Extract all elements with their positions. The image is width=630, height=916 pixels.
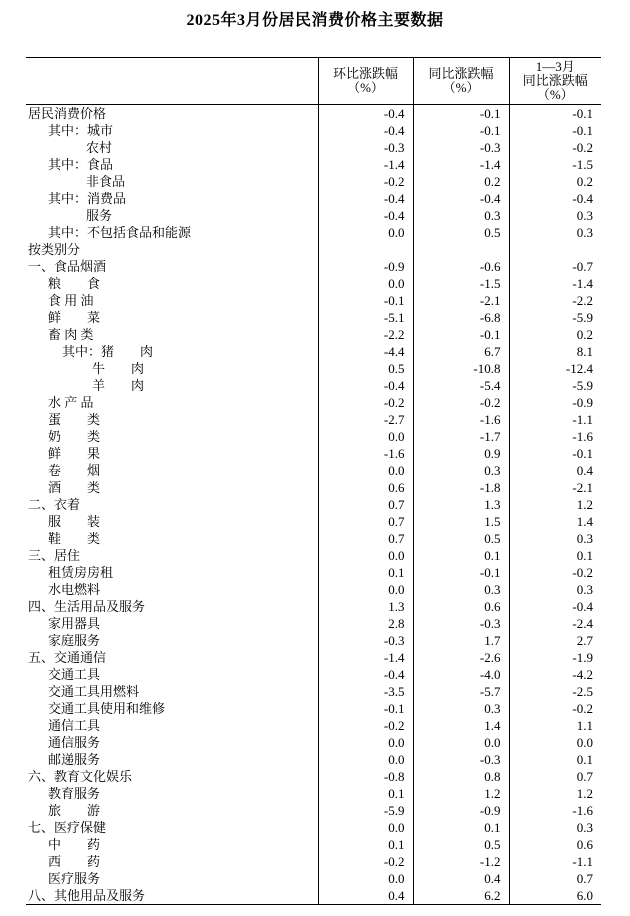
yoy-value-cell	[413, 241, 509, 258]
row-label: 鞋 类	[48, 531, 101, 546]
yoy-value-cell: 0.5	[413, 530, 509, 547]
table-row	[26, 802, 601, 819]
mom-value-cell: -0.4	[318, 207, 413, 224]
ytd-value-cell: 8.1	[509, 343, 601, 360]
ytd-value-cell: -0.2	[509, 139, 601, 156]
yoy-value-cell: 1.3	[413, 496, 509, 513]
row-label: 羊 肉	[92, 378, 145, 393]
row-label: 农村	[86, 140, 113, 155]
row-label: 其中：不包括食品和能源	[48, 225, 192, 240]
mom-value-cell	[318, 241, 413, 258]
row-label: 医疗服务	[48, 871, 101, 886]
ytd-value-cell: -0.2	[509, 700, 601, 717]
yoy-value-cell: -1.5	[413, 275, 509, 292]
row-label: 交通工具	[48, 667, 101, 682]
table-row	[26, 564, 601, 581]
ytd-value-cell: 0.3	[509, 224, 601, 241]
row-label: 中 药	[48, 837, 101, 852]
table-row	[26, 292, 601, 309]
yoy-value-cell: 0.3	[413, 462, 509, 479]
ytd-value-cell: 2.7	[509, 632, 601, 649]
ytd-value-cell: 1.4	[509, 513, 601, 530]
table-row	[26, 377, 601, 394]
ytd-value-cell: 1.2	[509, 496, 601, 513]
table-row	[26, 360, 601, 377]
table-row	[26, 547, 601, 564]
page-title: 2025年3月份居民消费价格主要数据	[186, 12, 444, 29]
ytd-value-cell: 0.6	[509, 836, 601, 853]
yoy-value-cell: -0.1	[413, 122, 509, 139]
ytd-value-cell: -0.4	[509, 190, 601, 207]
mom-value-cell: -0.4	[318, 666, 413, 683]
table-row	[26, 207, 601, 224]
mom-value-cell: -1.6	[318, 445, 413, 462]
table-row	[26, 683, 601, 700]
table-row	[26, 581, 601, 598]
table-row	[26, 156, 601, 173]
yoy-value-cell: 0.0	[413, 734, 509, 751]
mom-value-cell: -0.3	[318, 632, 413, 649]
column-header-ytd	[509, 58, 601, 105]
yoy-value-cell: 0.3	[413, 581, 509, 598]
row-label: 牛 肉	[92, 361, 145, 376]
table-row	[26, 309, 601, 326]
ytd-value-cell	[509, 241, 601, 258]
mom-value-cell: 0.1	[318, 564, 413, 581]
mom-value-cell: 1.3	[318, 598, 413, 615]
ytd-value-cell: -0.2	[509, 564, 601, 581]
mom-value-cell: -1.4	[318, 156, 413, 173]
row-label: 奶 类	[48, 429, 101, 444]
ytd-value-cell: -2.1	[509, 479, 601, 496]
row-label: 酒 类	[48, 480, 101, 495]
yoy-value-cell: 0.2	[413, 173, 509, 190]
mom-value-cell: -0.2	[318, 853, 413, 870]
cpi-data-table	[26, 57, 601, 905]
row-label: 粮 食	[48, 276, 101, 291]
ytd-value-cell: -2.2	[509, 292, 601, 309]
mom-value-cell: 0.6	[318, 479, 413, 496]
yoy-value-cell: -2.6	[413, 649, 509, 666]
mom-value-cell: 2.8	[318, 615, 413, 632]
table-row	[26, 649, 601, 666]
table-row	[26, 343, 601, 360]
mom-value-cell: 0.0	[318, 462, 413, 479]
yoy-value-cell: -0.3	[413, 139, 509, 156]
mom-value-cell: -0.3	[318, 139, 413, 156]
mom-value-cell: -1.4	[318, 649, 413, 666]
yoy-value-cell: 0.1	[413, 547, 509, 564]
row-label: 鲜 果	[48, 446, 101, 461]
ytd-value-cell: -1.4	[509, 275, 601, 292]
table-row	[26, 122, 601, 139]
yoy-value-cell: -0.6	[413, 258, 509, 275]
row-label: 交通工具用燃料	[48, 684, 140, 699]
row-label: 八、其他用品及服务	[28, 888, 146, 903]
row-label: 食 用 油	[48, 293, 94, 308]
row-label: 其中：食品	[48, 157, 114, 172]
ytd-value-cell: -1.1	[509, 853, 601, 870]
row-label: 三、居住	[28, 548, 81, 563]
table-row	[26, 785, 601, 802]
row-label: 教育服务	[48, 786, 101, 801]
yoy-value-cell: -5.4	[413, 377, 509, 394]
yoy-value-cell: -1.7	[413, 428, 509, 445]
yoy-value-cell: -0.1	[413, 326, 509, 343]
row-label: 水 产 品	[48, 395, 94, 410]
yoy-value-cell: -0.4	[413, 190, 509, 207]
yoy-value-cell: -0.3	[413, 615, 509, 632]
table-row	[26, 411, 601, 428]
mom-value-cell: 0.1	[318, 836, 413, 853]
row-label: 水电燃料	[48, 582, 101, 597]
row-label: 鲜 菜	[48, 310, 101, 325]
ytd-value-cell: -5.9	[509, 309, 601, 326]
table-row	[26, 173, 601, 190]
yoy-value-cell: 1.2	[413, 785, 509, 802]
mom-value-cell: -2.7	[318, 411, 413, 428]
column-header-mom-line2: （%）	[347, 80, 384, 95]
mom-value-cell: 0.5	[318, 360, 413, 377]
row-label: 服务	[86, 208, 113, 223]
yoy-value-cell: -0.1	[413, 105, 509, 123]
row-label: 家用器具	[48, 616, 101, 631]
mom-value-cell: -0.1	[318, 292, 413, 309]
table-row	[26, 751, 601, 768]
yoy-value-cell: 0.3	[413, 207, 509, 224]
yoy-value-cell: 0.5	[413, 224, 509, 241]
mom-value-cell: 0.0	[318, 870, 413, 887]
mom-value-cell: 0.7	[318, 530, 413, 547]
ytd-value-cell: -0.1	[509, 445, 601, 462]
ytd-value-cell: -4.2	[509, 666, 601, 683]
ytd-value-cell: -1.1	[509, 411, 601, 428]
table-row	[26, 496, 601, 513]
ytd-value-cell: 0.3	[509, 530, 601, 547]
mom-value-cell: 0.4	[318, 887, 413, 905]
table-row	[26, 326, 601, 343]
row-label: 服 装	[48, 514, 101, 529]
yoy-value-cell: -0.2	[413, 394, 509, 411]
row-label: 蛋 类	[48, 412, 101, 427]
column-header-ytd-line1: 1—3月	[535, 59, 575, 74]
mom-value-cell: 0.0	[318, 819, 413, 836]
ytd-value-cell: -1.5	[509, 156, 601, 173]
table-row	[26, 734, 601, 751]
ytd-value-cell: 0.1	[509, 751, 601, 768]
yoy-value-cell: -1.4	[413, 156, 509, 173]
row-label: 通信服务	[48, 735, 101, 750]
yoy-value-cell: -2.1	[413, 292, 509, 309]
yoy-value-cell: -5.7	[413, 683, 509, 700]
mom-value-cell: -0.8	[318, 768, 413, 785]
table-row	[26, 462, 601, 479]
table-body	[26, 105, 601, 905]
ytd-value-cell: 6.0	[509, 887, 601, 905]
column-header-ytd-line3: （%）	[536, 87, 574, 102]
mom-value-cell: -0.9	[318, 258, 413, 275]
mom-value-cell: 0.0	[318, 428, 413, 445]
mom-value-cell: -0.4	[318, 377, 413, 394]
ytd-value-cell: 0.3	[509, 207, 601, 224]
column-header-category	[26, 58, 318, 105]
yoy-value-cell: 0.4	[413, 870, 509, 887]
ytd-value-cell: -12.4	[509, 360, 601, 377]
row-label: 七、医疗保健	[28, 820, 107, 835]
column-header-mom-line1: 环比涨跌幅	[332, 66, 398, 81]
table-row	[26, 190, 601, 207]
ytd-value-cell: 0.7	[509, 768, 601, 785]
table-row	[26, 105, 601, 123]
yoy-value-cell: -0.3	[413, 751, 509, 768]
mom-value-cell: 0.0	[318, 581, 413, 598]
row-label: 家庭服务	[48, 633, 101, 648]
row-label: 旅 游	[48, 803, 101, 818]
row-label: 邮递服务	[48, 752, 101, 767]
row-label: 租赁房房租	[48, 565, 114, 580]
mom-value-cell: 0.1	[318, 785, 413, 802]
row-label: 通信工具	[48, 718, 101, 733]
table-row	[26, 428, 601, 445]
table-row	[26, 394, 601, 411]
mom-value-cell: -0.2	[318, 717, 413, 734]
yoy-value-cell: 0.3	[413, 700, 509, 717]
mom-value-cell: 0.7	[318, 513, 413, 530]
yoy-value-cell: -6.8	[413, 309, 509, 326]
ytd-value-cell: -0.7	[509, 258, 601, 275]
mom-value-cell: -5.1	[318, 309, 413, 326]
yoy-value-cell: -10.8	[413, 360, 509, 377]
ytd-value-cell: -1.6	[509, 428, 601, 445]
ytd-value-cell: -1.6	[509, 802, 601, 819]
row-label: 畜 肉 类	[48, 327, 94, 342]
mom-value-cell: 0.7	[318, 496, 413, 513]
yoy-value-cell: -4.0	[413, 666, 509, 683]
column-header-ytd-line2: 同比涨跌幅	[522, 73, 588, 88]
yoy-value-cell: 1.7	[413, 632, 509, 649]
table-row	[26, 513, 601, 530]
yoy-value-cell: -1.8	[413, 479, 509, 496]
ytd-value-cell: -0.4	[509, 598, 601, 615]
ytd-value-cell: 0.7	[509, 870, 601, 887]
table-row	[26, 615, 601, 632]
ytd-value-cell: -2.4	[509, 615, 601, 632]
table-row	[26, 598, 601, 615]
ytd-value-cell: 0.0	[509, 734, 601, 751]
ytd-value-cell: 0.1	[509, 547, 601, 564]
yoy-value-cell: 1.5	[413, 513, 509, 530]
ytd-value-cell: 0.2	[509, 326, 601, 343]
table-row	[26, 887, 601, 905]
yoy-value-cell: 0.9	[413, 445, 509, 462]
ytd-value-cell: 0.3	[509, 819, 601, 836]
ytd-value-cell: -1.9	[509, 649, 601, 666]
yoy-value-cell: 6.2	[413, 887, 509, 905]
table-row	[26, 479, 601, 496]
yoy-value-cell: -0.1	[413, 564, 509, 581]
table-row	[26, 632, 601, 649]
mom-value-cell: -0.2	[318, 394, 413, 411]
mom-value-cell: -2.2	[318, 326, 413, 343]
row-label: 其中：猪 肉	[62, 344, 154, 359]
table-row	[26, 224, 601, 241]
table-header-row	[26, 58, 601, 105]
ytd-value-cell: -0.1	[509, 122, 601, 139]
yoy-value-cell: 0.6	[413, 598, 509, 615]
cpi-table-container	[26, 57, 601, 905]
ytd-value-cell: 0.3	[509, 581, 601, 598]
table-row	[26, 836, 601, 853]
mom-value-cell: -0.4	[318, 122, 413, 139]
table-row	[26, 241, 601, 258]
table-row	[26, 853, 601, 870]
row-label: 西 药	[48, 854, 101, 869]
mom-value-cell: -0.1	[318, 700, 413, 717]
yoy-value-cell: 0.8	[413, 768, 509, 785]
table-row	[26, 717, 601, 734]
mom-value-cell: -0.4	[318, 190, 413, 207]
column-header-yoy	[413, 58, 509, 105]
yoy-value-cell: 6.7	[413, 343, 509, 360]
yoy-value-cell: -1.2	[413, 853, 509, 870]
ytd-value-cell: -0.9	[509, 394, 601, 411]
table-row	[26, 870, 601, 887]
table-row	[26, 258, 601, 275]
row-label: 按类别分	[28, 242, 81, 257]
mom-value-cell: -0.4	[318, 105, 413, 123]
ytd-value-cell: -0.1	[509, 105, 601, 123]
mom-value-cell: -4.4	[318, 343, 413, 360]
mom-value-cell: 0.0	[318, 751, 413, 768]
table-row	[26, 666, 601, 683]
yoy-value-cell: 0.5	[413, 836, 509, 853]
row-label: 卷 烟	[48, 463, 101, 478]
row-label: 一、食品烟酒	[28, 259, 107, 274]
yoy-value-cell: -1.6	[413, 411, 509, 428]
ytd-value-cell: -2.5	[509, 683, 601, 700]
column-header-yoy-line2: （%）	[442, 80, 480, 95]
row-label: 交通工具使用和维修	[48, 701, 166, 716]
row-label: 其中：城市	[48, 123, 114, 138]
column-header-mom	[318, 58, 413, 105]
row-label: 居民消费价格	[28, 106, 107, 121]
table-row	[26, 700, 601, 717]
ytd-value-cell: -5.9	[509, 377, 601, 394]
mom-value-cell: 0.0	[318, 275, 413, 292]
row-label: 非食品	[86, 174, 126, 189]
ytd-value-cell: 0.2	[509, 173, 601, 190]
ytd-value-cell: 1.2	[509, 785, 601, 802]
yoy-value-cell: -0.9	[413, 802, 509, 819]
mom-value-cell: 0.0	[318, 547, 413, 564]
ytd-value-cell: 1.1	[509, 717, 601, 734]
mom-value-cell: -3.5	[318, 683, 413, 700]
mom-value-cell: 0.0	[318, 224, 413, 241]
row-label: 四、生活用品及服务	[28, 599, 146, 614]
mom-value-cell: 0.0	[318, 734, 413, 751]
table-row	[26, 139, 601, 156]
column-header-yoy-line1: 同比涨跌幅	[428, 66, 494, 81]
mom-value-cell: -5.9	[318, 802, 413, 819]
yoy-value-cell: 1.4	[413, 717, 509, 734]
row-label: 六、教育文化娱乐	[28, 769, 133, 784]
table-row	[26, 275, 601, 292]
ytd-value-cell: 0.4	[509, 462, 601, 479]
row-label: 五、交通通信	[28, 650, 107, 665]
row-label: 其中：消费品	[48, 191, 127, 206]
table-row	[26, 819, 601, 836]
row-label: 二、衣着	[28, 497, 81, 512]
table-row	[26, 768, 601, 785]
mom-value-cell: -0.2	[318, 173, 413, 190]
yoy-value-cell: 0.1	[413, 819, 509, 836]
table-row	[26, 530, 601, 547]
table-row	[26, 445, 601, 462]
